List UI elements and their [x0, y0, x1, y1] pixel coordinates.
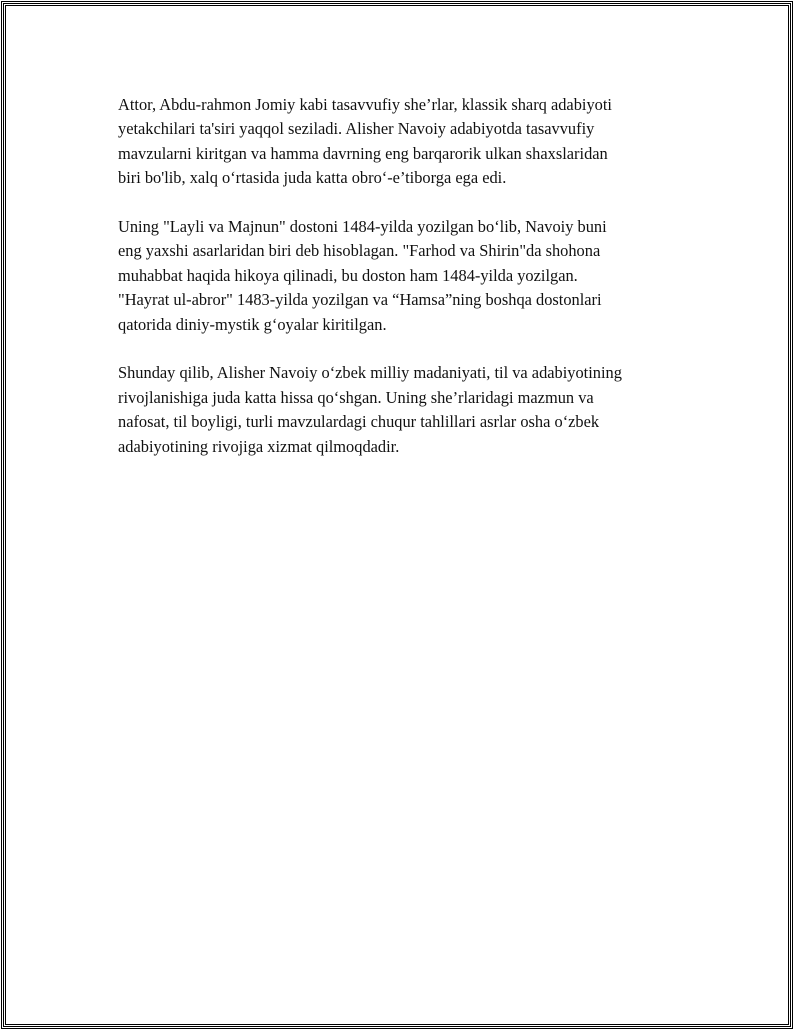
text-line: muhabbat haqida hikoya qilinadi, bu doston ham 1484-yilda yozilgan. [118, 265, 578, 285]
text-line: Attor, Abdu-rahmon Jomiy kabi tasavvufiy she’rlar, klassik sharq adabiyoti [118, 95, 612, 114]
text-line: nafosat, til boyligi, turli mavzulardagi chuqur tahlillari asrlar osha o‘zbek [118, 412, 600, 432]
paragraph-1 [118, 93, 708, 191]
text-line: biri bo'lib, xalq o‘rtasida juda katta obro‘-e’tiborga ega edi. [118, 168, 507, 188]
text-line: yetakchilari ta'siri yaqqol seziladi. Alisher Navoiy adabiyotda tasavvufiy [118, 119, 595, 139]
text-line: Uning "Layli va Majnun" dostoni 1484-yilda yozilgan bo‘lib, Navoiy buni [118, 217, 607, 237]
text-line: Shunday qilib, Alisher Navoiy o‘zbek milliy madaniyati, til va adabiyotining [118, 363, 622, 383]
text-line: mavzularni kiritgan va hamma davrning eng barqarorik ulkan shaxslaridan [118, 143, 608, 163]
text-line: rivojlanishiga juda katta hissa qo‘shgan. Uning she’rlaridagi mazmun va [118, 387, 594, 407]
paragraph-2 [118, 215, 708, 337]
text-line: qatorida diniy-mystik g‘oyalar kiritilgan. [118, 314, 387, 334]
text-line: "Hayrat ul-abror" 1483-yilda yozilgan va “Hamsa”ning boshqa dostonlari [118, 290, 602, 310]
text-line: adabiyotining rivojiga xizmat qilmoqdadir. [118, 436, 400, 456]
document-body [118, 93, 708, 483]
text-line: eng yaxshi asarlaridan biri deb hisoblagan. "Farhod va Shirin"da shohona [118, 241, 601, 261]
paragraph-3 [118, 361, 708, 459]
